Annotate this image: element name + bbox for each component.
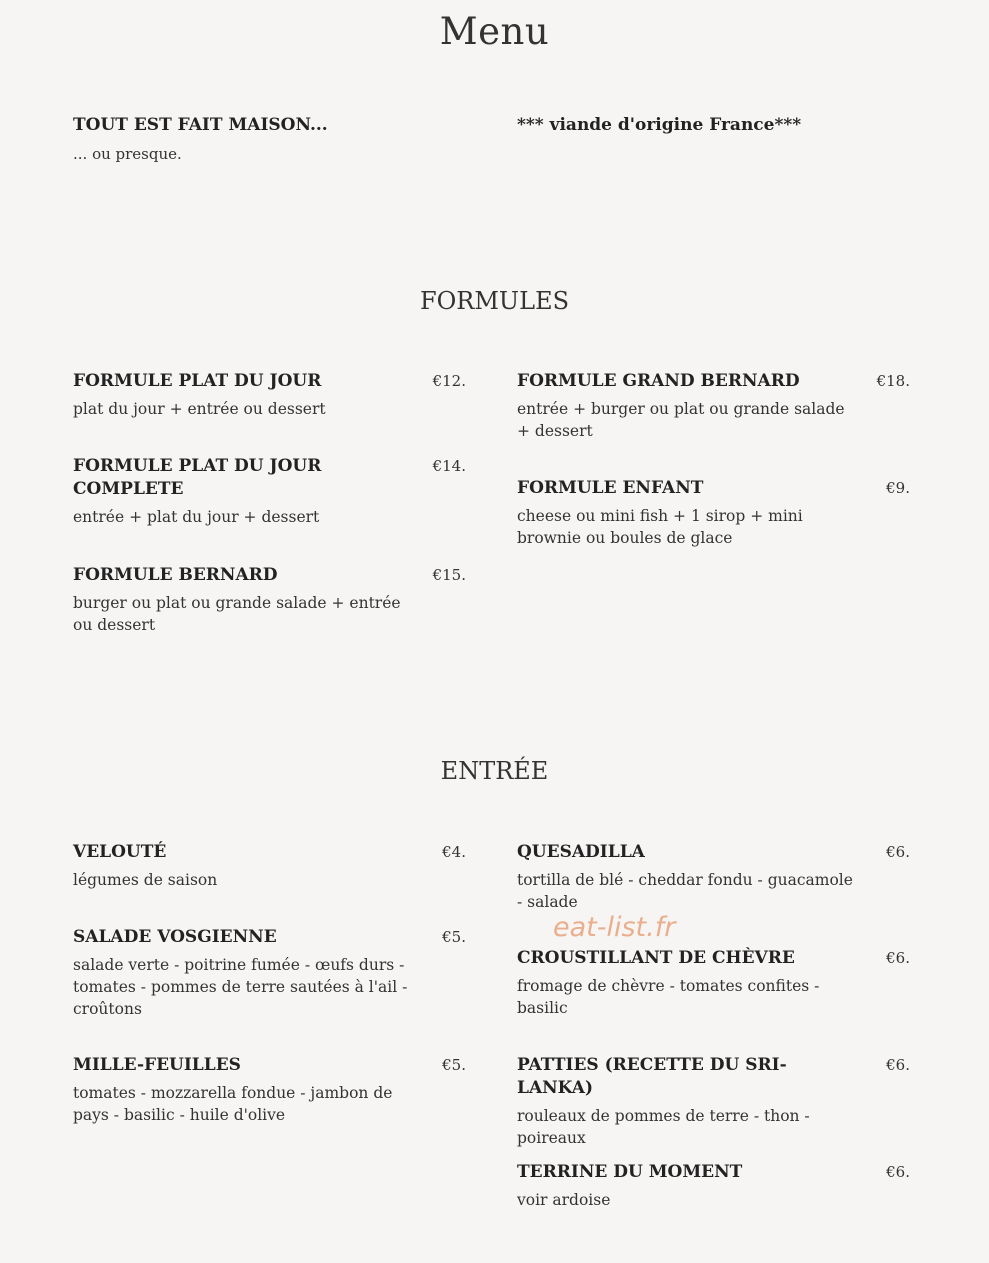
item-description: tortilla de blé - cheddar fondu - guacamole - salade <box>517 871 853 911</box>
menu-item <box>517 947 910 1019</box>
menu-item <box>517 841 910 913</box>
item-name: TERRINE DU MOMENT <box>517 1162 743 1182</box>
menu-item <box>517 477 910 549</box>
item-description: tomates - mozzarella fondue - jambon de pays - basilic - huile d'olive <box>73 1084 393 1124</box>
item-price: €18. <box>876 372 910 390</box>
item-price: €12. <box>432 372 466 390</box>
item-price: €6. <box>886 949 910 967</box>
item-name: FORMULE PLAT DU JOUR <box>73 371 322 391</box>
item-name: SALADE VOSGIENNE <box>73 927 277 947</box>
menu-item <box>73 564 466 636</box>
page-title: Menu <box>439 10 550 53</box>
watermark: eat-list.fr <box>553 912 676 943</box>
item-name: VELOUTÉ <box>73 842 167 862</box>
menu-item <box>73 370 466 420</box>
item-price: €6. <box>886 1163 910 1181</box>
item-name: FORMULE BERNARD <box>73 565 278 585</box>
menu-item <box>517 370 910 442</box>
item-description: entrée + burger ou plat ou grande salade + dessert <box>517 400 845 440</box>
item-price: €5. <box>442 1056 466 1074</box>
menu-item <box>517 1054 910 1149</box>
item-name: PATTIES (RECETTE DU SRI-LANKA) <box>517 1055 787 1098</box>
section-title-formules: FORMULES <box>419 287 570 315</box>
item-price: €6. <box>886 1056 910 1074</box>
item-description: salade verte - poitrine fumée - œufs durs - tomates - pommes de terre sautées à l'ail - croûtons <box>73 956 408 1018</box>
item-price: €9. <box>886 479 910 497</box>
item-name: QUESADILLA <box>517 842 645 862</box>
item-description: cheese ou mini fish + 1 sirop + mini brownie ou boules de glace <box>517 507 803 547</box>
menu-item <box>73 1054 466 1126</box>
item-description: voir ardoise <box>517 1191 611 1209</box>
intro-left <box>73 115 328 163</box>
intro-right <box>517 115 801 135</box>
intro-left-subtitle: ... ou presque. <box>73 145 182 163</box>
item-price: €15. <box>432 566 466 584</box>
item-description: entrée + plat du jour + dessert <box>73 508 320 526</box>
item-description: burger ou plat ou grande salade + entrée ou dessert <box>73 594 401 634</box>
item-name: CROUSTILLANT DE CHÈVRE <box>517 948 795 968</box>
item-price: €14. <box>432 457 466 475</box>
menu-item <box>73 841 466 891</box>
section-title-entree: ENTRÉE <box>440 757 549 785</box>
intro-right-title: *** viande d'origine France*** <box>517 115 802 135</box>
item-description: légumes de saison <box>73 871 218 889</box>
menu-item <box>73 455 466 528</box>
item-description: rouleaux de pommes de terre - thon - poireaux <box>517 1107 810 1147</box>
item-description: fromage de chèvre - tomates confites - basilic <box>517 977 820 1017</box>
item-price: €6. <box>886 843 910 861</box>
item-name: FORMULE ENFANT <box>517 478 704 498</box>
item-description: plat du jour + entrée ou dessert <box>73 400 326 418</box>
item-name: FORMULE GRAND BERNARD <box>517 371 800 391</box>
item-price: €5. <box>442 928 466 946</box>
item-name: MILLE-FEUILLES <box>73 1055 241 1075</box>
intro-left-title: TOUT EST FAIT MAISON... <box>73 115 328 135</box>
item-name: FORMULE PLAT DU JOUR COMPLETE <box>73 456 322 499</box>
menu-item <box>517 1161 910 1211</box>
menu-item <box>73 926 466 1020</box>
item-price: €4. <box>442 843 466 861</box>
